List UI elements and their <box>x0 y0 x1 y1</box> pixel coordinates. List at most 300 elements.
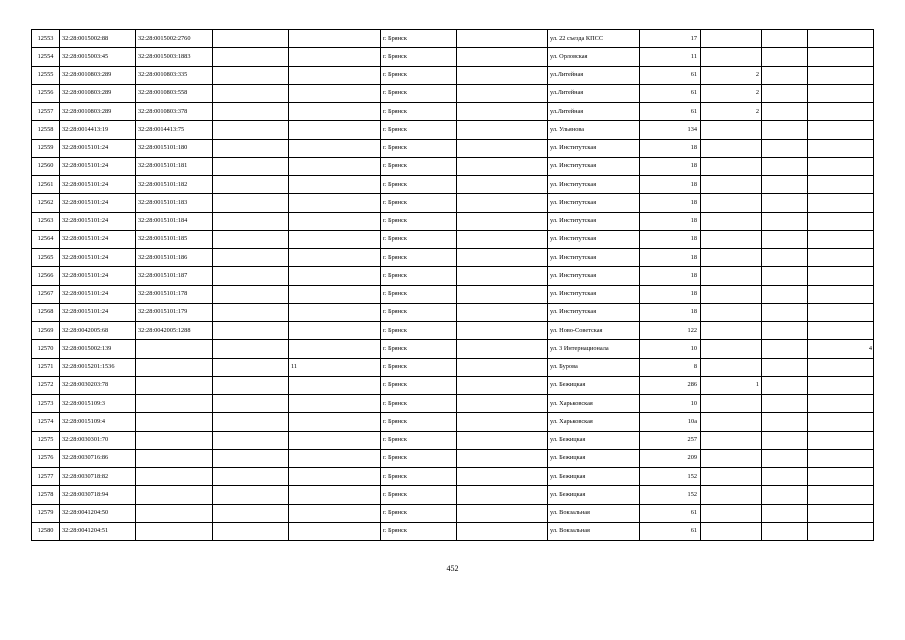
record-number-cell: 12563 <box>32 212 60 230</box>
parent-cadastral-number-cell: 32:28:0015101:180 <box>136 139 213 157</box>
house-number-cell: 61 <box>640 66 701 84</box>
parent-cadastral-number-cell <box>136 413 213 431</box>
street-cell: ул. Харьковская <box>548 395 640 413</box>
record-number-cell: 12578 <box>32 486 60 504</box>
record-number-cell: 12558 <box>32 121 60 139</box>
building-cell <box>289 468 381 486</box>
empty-cell <box>213 230 289 248</box>
table-row <box>32 48 874 66</box>
city-cell: г. Брянск <box>381 194 457 212</box>
city-cell: г. Брянск <box>381 303 457 321</box>
city-cell: г. Брянск <box>381 358 457 376</box>
record-number-cell: 12564 <box>32 230 60 248</box>
parent-cadastral-number-cell: 32:28:0015101:184 <box>136 212 213 230</box>
table-row <box>32 84 874 102</box>
flat-number-cell <box>808 194 874 212</box>
cadastral-number-cell: 32:28:0015101:24 <box>60 267 136 285</box>
building-cell <box>289 413 381 431</box>
building-cell <box>289 194 381 212</box>
city-cell: г. Брянск <box>381 103 457 121</box>
house-number-cell: 18 <box>640 285 701 303</box>
flat-number-cell <box>808 413 874 431</box>
table-row <box>32 30 874 48</box>
empty-cell <box>213 303 289 321</box>
flat-number-cell <box>808 431 874 449</box>
empty-cell <box>762 157 808 175</box>
record-number-cell: 12569 <box>32 322 60 340</box>
flat-number-cell <box>808 468 874 486</box>
city-cell: г. Брянск <box>381 486 457 504</box>
building-cell <box>289 376 381 394</box>
cadastral-number-cell: 32:28:0015101:24 <box>60 212 136 230</box>
empty-cell <box>457 66 548 84</box>
building-number-cell: 1 <box>701 376 762 394</box>
record-number-cell: 12580 <box>32 522 60 540</box>
empty-cell <box>213 66 289 84</box>
parent-cadastral-number-cell: 32:28:0010803:378 <box>136 103 213 121</box>
empty-cell <box>457 267 548 285</box>
table-row <box>32 303 874 321</box>
parent-cadastral-number-cell: 32:28:0015101:179 <box>136 303 213 321</box>
cadastral-number-cell: 32:28:0030203:78 <box>60 376 136 394</box>
building-cell <box>289 48 381 66</box>
house-number-cell: 10 <box>640 395 701 413</box>
street-cell: ул. Институтская <box>548 157 640 175</box>
house-number-cell: 8 <box>640 358 701 376</box>
table-row <box>32 249 874 267</box>
flat-number-cell: 4 <box>808 340 874 358</box>
empty-cell <box>213 194 289 212</box>
street-cell: ул. Институтская <box>548 176 640 194</box>
building-number-cell <box>701 157 762 175</box>
street-cell: ул. Институтская <box>548 194 640 212</box>
house-number-cell: 152 <box>640 468 701 486</box>
record-number-cell: 12565 <box>32 249 60 267</box>
empty-cell <box>457 194 548 212</box>
building-number-cell <box>701 303 762 321</box>
flat-number-cell <box>808 395 874 413</box>
city-cell: г. Брянск <box>381 230 457 248</box>
empty-cell <box>762 30 808 48</box>
street-cell: ул. Харьковская <box>548 413 640 431</box>
empty-cell <box>762 66 808 84</box>
house-number-cell: 18 <box>640 212 701 230</box>
building-cell <box>289 157 381 175</box>
empty-cell <box>213 84 289 102</box>
empty-cell <box>213 212 289 230</box>
building-number-cell <box>701 322 762 340</box>
flat-number-cell <box>808 449 874 467</box>
empty-cell <box>762 139 808 157</box>
street-cell: ул. Институтская <box>548 139 640 157</box>
street-cell: ул.Литейная <box>548 84 640 102</box>
city-cell: г. Брянск <box>381 395 457 413</box>
street-cell: ул. Институтская <box>548 285 640 303</box>
table-row <box>32 376 874 394</box>
house-number-cell: 17 <box>640 30 701 48</box>
table-row <box>32 358 874 376</box>
empty-cell <box>457 157 548 175</box>
record-number-cell: 12553 <box>32 30 60 48</box>
flat-number-cell <box>808 376 874 394</box>
street-cell: ул. Институтская <box>548 303 640 321</box>
house-number-cell: 10а <box>640 413 701 431</box>
empty-cell <box>213 322 289 340</box>
empty-cell <box>762 413 808 431</box>
record-number-cell: 12562 <box>32 194 60 212</box>
building-number-cell <box>701 212 762 230</box>
empty-cell <box>457 395 548 413</box>
house-number-cell: 18 <box>640 157 701 175</box>
parent-cadastral-number-cell: 32:28:0010803:335 <box>136 66 213 84</box>
empty-cell <box>457 431 548 449</box>
empty-cell <box>457 522 548 540</box>
table-row <box>32 212 874 230</box>
house-number-cell: 61 <box>640 522 701 540</box>
house-number-cell: 61 <box>640 103 701 121</box>
empty-cell <box>457 139 548 157</box>
empty-cell <box>213 395 289 413</box>
street-cell: ул. Ново-Советская <box>548 322 640 340</box>
building-number-cell <box>701 30 762 48</box>
cadastral-number-cell: 32:28:0041204:50 <box>60 504 136 522</box>
street-cell: ул. Институтская <box>548 267 640 285</box>
parent-cadastral-number-cell <box>136 468 213 486</box>
street-cell: ул. Бежицкая <box>548 431 640 449</box>
city-cell: г. Брянск <box>381 522 457 540</box>
city-cell: г. Брянск <box>381 504 457 522</box>
flat-number-cell <box>808 121 874 139</box>
cadastral-number-cell: 32:28:0015002:139 <box>60 340 136 358</box>
empty-cell <box>762 340 808 358</box>
building-cell <box>289 303 381 321</box>
record-number-cell: 12555 <box>32 66 60 84</box>
cadastral-number-cell: 32:28:0030716:86 <box>60 449 136 467</box>
cadastral-number-cell: 32:28:0015101:24 <box>60 230 136 248</box>
cadastral-number-cell: 32:28:0015101:24 <box>60 176 136 194</box>
parent-cadastral-number-cell: 32:28:0015002:2760 <box>136 30 213 48</box>
empty-cell <box>457 468 548 486</box>
cadastral-number-cell: 32:28:0015101:24 <box>60 303 136 321</box>
building-cell <box>289 431 381 449</box>
city-cell: г. Брянск <box>381 176 457 194</box>
parent-cadastral-number-cell <box>136 449 213 467</box>
house-number-cell: 11 <box>640 48 701 66</box>
city-cell: г. Брянск <box>381 267 457 285</box>
house-number-cell: 18 <box>640 249 701 267</box>
table-row <box>32 157 874 175</box>
empty-cell <box>762 486 808 504</box>
building-number-cell <box>701 413 762 431</box>
street-cell: ул. Бежицкая <box>548 486 640 504</box>
street-cell: ул.Литейная <box>548 66 640 84</box>
city-cell: г. Брянск <box>381 376 457 394</box>
empty-cell <box>762 468 808 486</box>
table-row <box>32 66 874 84</box>
empty-cell <box>457 48 548 66</box>
table-row <box>32 267 874 285</box>
building-cell <box>289 504 381 522</box>
record-number-cell: 12571 <box>32 358 60 376</box>
record-number-cell: 12575 <box>32 431 60 449</box>
building-number-cell <box>701 449 762 467</box>
city-cell: г. Брянск <box>381 249 457 267</box>
building-cell <box>289 267 381 285</box>
street-cell: ул. Бежицкая <box>548 468 640 486</box>
table-row <box>32 468 874 486</box>
house-number-cell: 122 <box>640 322 701 340</box>
table-row <box>32 340 874 358</box>
empty-cell <box>213 340 289 358</box>
cadastral-number-cell: 32:28:0015109:4 <box>60 413 136 431</box>
flat-number-cell <box>808 230 874 248</box>
cadastral-number-cell: 32:28:0041204:51 <box>60 522 136 540</box>
building-number-cell <box>701 176 762 194</box>
empty-cell <box>213 157 289 175</box>
building-number-cell <box>701 340 762 358</box>
street-cell: ул.Литейная <box>548 103 640 121</box>
house-number-cell: 10 <box>640 340 701 358</box>
building-number-cell <box>701 431 762 449</box>
empty-cell <box>213 449 289 467</box>
empty-cell <box>457 30 548 48</box>
flat-number-cell <box>808 249 874 267</box>
city-cell: г. Брянск <box>381 449 457 467</box>
parent-cadastral-number-cell: 32:28:0015101:185 <box>136 230 213 248</box>
city-cell: г. Брянск <box>381 468 457 486</box>
building-number-cell <box>701 468 762 486</box>
empty-cell <box>213 431 289 449</box>
building-cell <box>289 322 381 340</box>
empty-cell <box>762 212 808 230</box>
flat-number-cell <box>808 139 874 157</box>
parent-cadastral-number-cell <box>136 340 213 358</box>
street-cell: ул. Институтская <box>548 230 640 248</box>
empty-cell <box>213 486 289 504</box>
empty-cell <box>457 285 548 303</box>
building-cell <box>289 395 381 413</box>
record-number-cell: 12561 <box>32 176 60 194</box>
building-number-cell: 2 <box>701 66 762 84</box>
flat-number-cell <box>808 84 874 102</box>
cadastral-number-cell: 32:28:0015101:24 <box>60 157 136 175</box>
cadastral-number-cell: 32:28:0015101:24 <box>60 249 136 267</box>
cadastral-number-cell: 32:28:0010803:289 <box>60 103 136 121</box>
record-number-cell: 12574 <box>32 413 60 431</box>
building-cell <box>289 121 381 139</box>
flat-number-cell <box>808 157 874 175</box>
parent-cadastral-number-cell: 32:28:0015003:1883 <box>136 48 213 66</box>
empty-cell <box>213 522 289 540</box>
cadastral-number-cell: 32:28:0010803:289 <box>60 84 136 102</box>
empty-cell <box>213 249 289 267</box>
flat-number-cell <box>808 212 874 230</box>
empty-cell <box>457 376 548 394</box>
street-cell: ул. Вокзальная <box>548 504 640 522</box>
record-number-cell: 12559 <box>32 139 60 157</box>
table-row <box>32 139 874 157</box>
empty-cell <box>762 358 808 376</box>
building-number-cell <box>701 504 762 522</box>
table-row <box>32 486 874 504</box>
empty-cell <box>213 139 289 157</box>
parent-cadastral-number-cell: 32:28:0015101:187 <box>136 267 213 285</box>
flat-number-cell <box>808 358 874 376</box>
empty-cell <box>457 358 548 376</box>
empty-cell <box>762 395 808 413</box>
parent-cadastral-number-cell <box>136 395 213 413</box>
building-number-cell: 2 <box>701 103 762 121</box>
empty-cell <box>457 303 548 321</box>
building-cell <box>289 212 381 230</box>
building-number-cell <box>701 230 762 248</box>
record-number-cell: 12566 <box>32 267 60 285</box>
record-number-cell: 12567 <box>32 285 60 303</box>
cadastral-number-cell: 32:28:0015101:24 <box>60 194 136 212</box>
empty-cell <box>762 230 808 248</box>
street-cell: ул. 3 Интернационала <box>548 340 640 358</box>
empty-cell <box>213 267 289 285</box>
empty-cell <box>762 303 808 321</box>
building-cell <box>289 340 381 358</box>
street-cell: ул. Институтская <box>548 212 640 230</box>
flat-number-cell <box>808 522 874 540</box>
city-cell: г. Брянск <box>381 340 457 358</box>
parent-cadastral-number-cell <box>136 486 213 504</box>
building-cell <box>289 522 381 540</box>
house-number-cell: 18 <box>640 139 701 157</box>
building-number-cell <box>701 194 762 212</box>
house-number-cell: 61 <box>640 504 701 522</box>
empty-cell <box>213 285 289 303</box>
house-number-cell: 286 <box>640 376 701 394</box>
city-cell: г. Брянск <box>381 322 457 340</box>
city-cell: г. Брянск <box>381 212 457 230</box>
table-row <box>32 413 874 431</box>
building-number-cell <box>701 249 762 267</box>
flat-number-cell <box>808 176 874 194</box>
table-row <box>32 504 874 522</box>
house-number-cell: 209 <box>640 449 701 467</box>
empty-cell <box>762 449 808 467</box>
building-number-cell <box>701 121 762 139</box>
empty-cell <box>457 340 548 358</box>
record-number-cell: 12572 <box>32 376 60 394</box>
empty-cell <box>457 504 548 522</box>
empty-cell <box>457 121 548 139</box>
table-row <box>32 285 874 303</box>
empty-cell <box>213 30 289 48</box>
table-row <box>32 176 874 194</box>
empty-cell <box>762 48 808 66</box>
empty-cell <box>213 504 289 522</box>
city-cell: г. Брянск <box>381 157 457 175</box>
record-number-cell: 12556 <box>32 84 60 102</box>
parent-cadastral-number-cell: 32:28:0015101:186 <box>136 249 213 267</box>
building-cell <box>289 486 381 504</box>
empty-cell <box>213 358 289 376</box>
parent-cadastral-number-cell: 32:28:0014413:75 <box>136 121 213 139</box>
parent-cadastral-number-cell: 32:28:0015101:178 <box>136 285 213 303</box>
building-number-cell <box>701 48 762 66</box>
city-cell: г. Брянск <box>381 84 457 102</box>
parent-cadastral-number-cell <box>136 431 213 449</box>
cadastral-number-cell: 32:28:0030718:82 <box>60 468 136 486</box>
city-cell: г. Брянск <box>381 413 457 431</box>
empty-cell <box>457 449 548 467</box>
street-cell: ул. Орловская <box>548 48 640 66</box>
house-number-cell: 134 <box>640 121 701 139</box>
building-cell <box>289 176 381 194</box>
flat-number-cell <box>808 504 874 522</box>
record-number-cell: 12557 <box>32 103 60 121</box>
parent-cadastral-number-cell <box>136 504 213 522</box>
record-number-cell: 12554 <box>32 48 60 66</box>
parent-cadastral-number-cell: 32:28:0015101:181 <box>136 157 213 175</box>
street-cell: ул. Бежицкая <box>548 449 640 467</box>
empty-cell <box>457 413 548 431</box>
empty-cell <box>213 176 289 194</box>
city-cell: г. Брянск <box>381 431 457 449</box>
cadastral-number-cell: 32:28:0042005:68 <box>60 322 136 340</box>
city-cell: г. Брянск <box>381 139 457 157</box>
house-number-cell: 18 <box>640 176 701 194</box>
empty-cell <box>213 376 289 394</box>
parent-cadastral-number-cell <box>136 376 213 394</box>
empty-cell <box>762 504 808 522</box>
building-cell <box>289 103 381 121</box>
street-cell: ул. Вокзальная <box>548 522 640 540</box>
empty-cell <box>762 267 808 285</box>
parent-cadastral-number-cell: 32:28:0042005:1288 <box>136 322 213 340</box>
street-cell: ул. Бурова <box>548 358 640 376</box>
building-number-cell <box>701 267 762 285</box>
record-number-cell: 12576 <box>32 449 60 467</box>
record-number-cell: 12568 <box>32 303 60 321</box>
flat-number-cell <box>808 267 874 285</box>
building-cell <box>289 139 381 157</box>
table-row <box>32 121 874 139</box>
table-row <box>32 395 874 413</box>
house-number-cell: 18 <box>640 194 701 212</box>
empty-cell <box>762 194 808 212</box>
building-number-cell <box>701 395 762 413</box>
empty-cell <box>762 522 808 540</box>
house-number-cell: 61 <box>640 84 701 102</box>
parent-cadastral-number-cell: 32:28:0010803:558 <box>136 84 213 102</box>
table-row <box>32 322 874 340</box>
flat-number-cell <box>808 103 874 121</box>
empty-cell <box>457 230 548 248</box>
street-cell: ул. Ульянова <box>548 121 640 139</box>
cadastral-number-cell: 32:28:0015002:88 <box>60 30 136 48</box>
building-cell <box>289 66 381 84</box>
flat-number-cell <box>808 30 874 48</box>
building-cell <box>289 84 381 102</box>
city-cell: г. Брянск <box>381 30 457 48</box>
empty-cell <box>213 121 289 139</box>
cadastral-number-cell: 32:28:0015101:24 <box>60 139 136 157</box>
empty-cell <box>457 249 548 267</box>
empty-cell <box>762 376 808 394</box>
street-cell: ул. Институтская <box>548 249 640 267</box>
building-number-cell <box>701 358 762 376</box>
empty-cell <box>457 212 548 230</box>
parent-cadastral-number-cell <box>136 358 213 376</box>
flat-number-cell <box>808 303 874 321</box>
cadastral-number-cell: 32:28:0015101:24 <box>60 285 136 303</box>
building-number-cell <box>701 139 762 157</box>
